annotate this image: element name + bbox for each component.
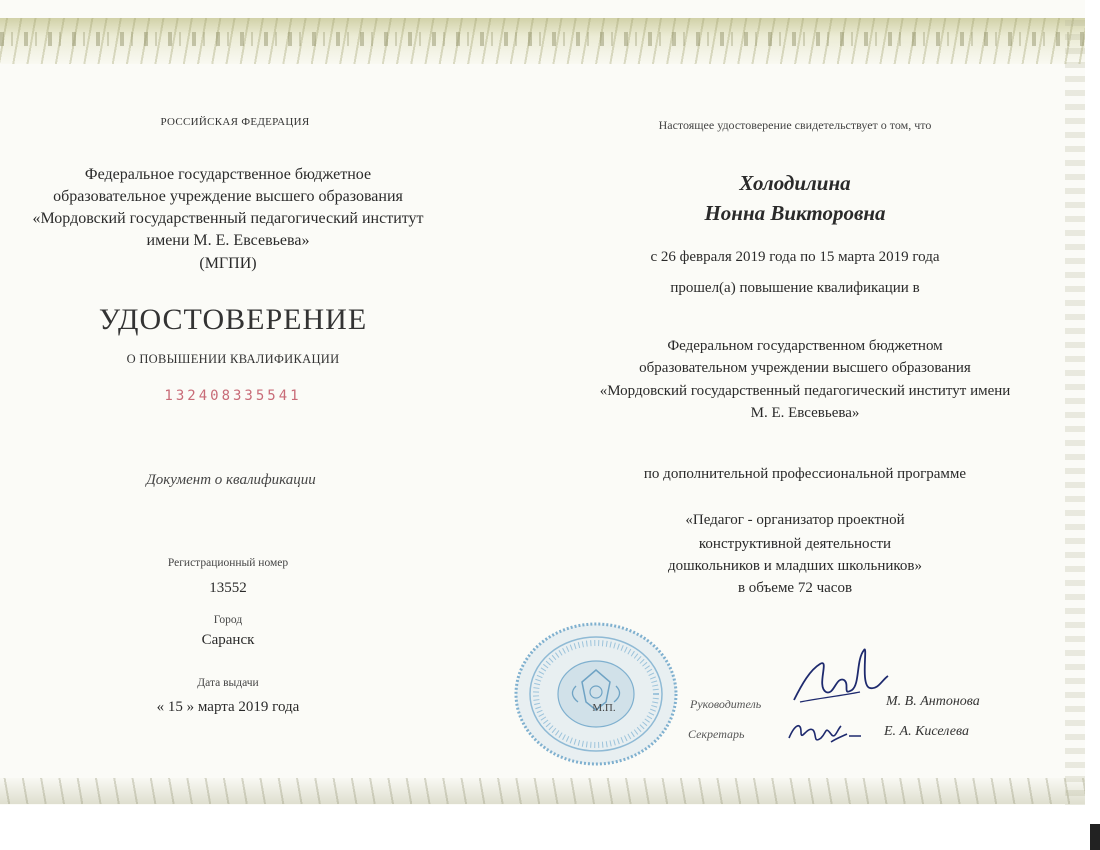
registration-number: 13552 xyxy=(209,580,247,596)
training-period: с 26 февраля 2019 года по 15 марта 2019 года xyxy=(650,249,940,265)
document-title: УДОСТОВЕРЕНИЕ xyxy=(98,303,368,336)
issue-date-label: Дата выдачи xyxy=(197,677,259,689)
institution-line-3: «Мордовский государственный педагогический институт имени xyxy=(599,383,1011,399)
passed-text: прошел(а) повышение квалификации в xyxy=(670,280,920,296)
head-label: Руководитель xyxy=(690,697,762,711)
registration-label: Регистрационный номер xyxy=(167,557,289,569)
head-name: М. В. Антонова xyxy=(886,694,980,709)
secretary-signature xyxy=(785,712,865,752)
country-heading: РОССИЙСКАЯ ФЕДЕРАЦИЯ xyxy=(160,116,310,128)
recipient-surname: Холодилина xyxy=(739,171,851,195)
issue-date-value: « 15 » марта 2019 года xyxy=(156,699,300,715)
intro-text: Настоящее удостоверение свидетельствует о том, что xyxy=(658,118,932,132)
org-line-1: Федеральное государственное бюджетное xyxy=(84,166,372,183)
official-seal-stamp xyxy=(512,620,680,768)
program-line-2: конструктивной деятельности xyxy=(698,536,892,552)
institution-line-2: образовательном учреждении высшего образования xyxy=(639,360,971,376)
org-line-2: образовательное учреждение высшего образования xyxy=(53,188,403,205)
stamp-place-marker: М.П. xyxy=(592,702,616,714)
program-intro: по дополнительной профессиональной программе xyxy=(643,466,967,482)
org-line-3: «Мордовский государственный педагогический институт xyxy=(32,210,424,227)
program-line-1: «Педагог - организатор проектной xyxy=(685,512,905,528)
org-line-4: имени М. Е. Евсевьева» xyxy=(146,232,310,249)
serial-number: 132408335541 xyxy=(164,388,302,404)
program-hours: в объеме 72 часов xyxy=(737,580,853,596)
institution-line-1: Федеральном государственном бюджетном xyxy=(667,338,943,354)
head-signature xyxy=(790,640,890,720)
ornamental-border-bottom xyxy=(0,778,1085,804)
institution-line-4: М. Е. Евсевьева» xyxy=(750,405,860,421)
recipient-given-names: Нонна Викторовна xyxy=(704,201,886,225)
city-value: Саранск xyxy=(201,632,255,648)
document-subtitle: О ПОВЫШЕНИИ КВАЛИФИКАЦИИ xyxy=(126,352,340,366)
org-short-name: (МГПИ) xyxy=(199,255,257,272)
document-type: Документ о квалификации xyxy=(146,472,316,488)
city-label: Город xyxy=(213,614,243,626)
secretary-name: Е. А. Киселева xyxy=(884,724,969,739)
secretary-label: Секретарь xyxy=(688,727,745,741)
ornamental-border-top xyxy=(0,18,1085,64)
page-edge-mark xyxy=(1090,824,1100,850)
program-line-3: дошкольников и младших школьников» xyxy=(668,558,922,574)
